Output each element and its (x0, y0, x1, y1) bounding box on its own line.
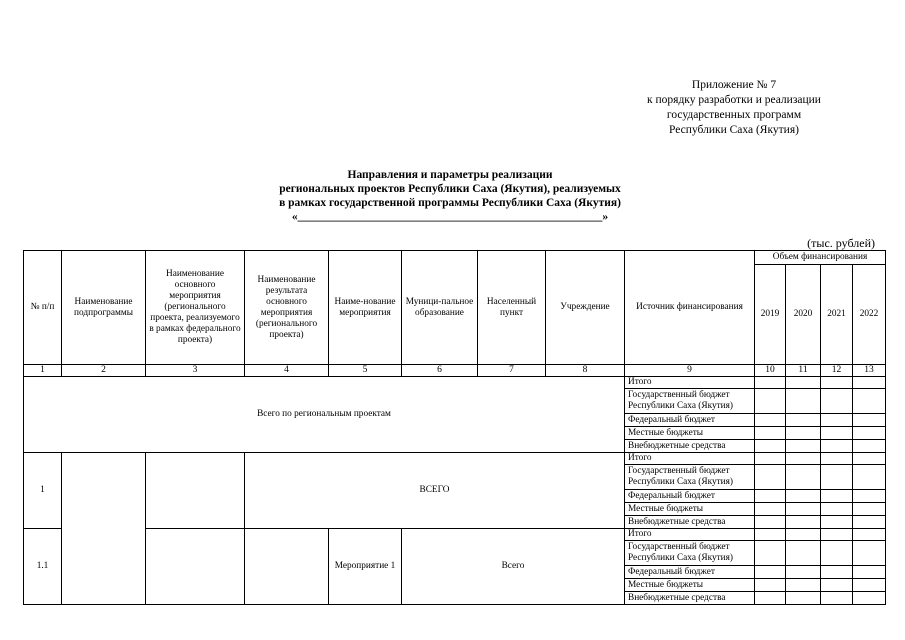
appendix-header (600, 78, 868, 138)
amount-cell (821, 566, 853, 579)
source-total: Итого (625, 377, 755, 389)
column-number: 8 (546, 365, 625, 377)
amount-cell (755, 566, 786, 579)
source-local-budgets: Местные бюджеты (625, 503, 755, 516)
amount-cell (786, 579, 821, 592)
header-settlement: Населенный пункт (478, 251, 546, 365)
amount-cell (755, 453, 786, 465)
units-label: (тыс. рублей) (807, 236, 875, 250)
header-year: 2020 (786, 265, 821, 365)
amount-cell (821, 414, 853, 427)
amount-cell (853, 453, 886, 465)
amount-cell (786, 440, 821, 453)
header-result: Наименование результата основного мероприятия (регионального проекта) (245, 251, 329, 365)
amount-cell (786, 566, 821, 579)
amount-cell (853, 465, 886, 490)
source-extrabudgetary: Внебюджетные средства (625, 516, 755, 529)
amount-cell (821, 503, 853, 516)
amount-cell (821, 529, 853, 541)
amount-cell (853, 566, 886, 579)
source-state-budget: Государственный бюджет Республики Саха (Якутия) (625, 465, 755, 490)
program-name-blank: «_____________________________________________________» (291, 211, 609, 223)
amount-cell (853, 579, 886, 592)
source-extrabudgetary: Внебюджетные средства (625, 440, 755, 453)
source-local-budgets: Местные бюджеты (625, 427, 755, 440)
amount-cell (755, 490, 786, 503)
amount-cell (853, 377, 886, 389)
column-number: 1 (24, 365, 62, 377)
amount-cell (853, 503, 886, 516)
source-total: Итого (625, 453, 755, 465)
amount-cell (786, 516, 821, 529)
block-total-label: ВСЕГО (245, 453, 625, 529)
amount-cell (755, 592, 786, 605)
amount-cell (786, 541, 821, 566)
result-cell (245, 529, 329, 605)
amount-cell (821, 541, 853, 566)
amount-cell (786, 389, 821, 414)
amount-cell (821, 377, 853, 389)
header-institution: Учреждение (546, 251, 625, 365)
financing-table (23, 250, 886, 605)
event-name-cell: Мероприятие 1 (329, 529, 402, 605)
row-number: 1 (24, 453, 62, 529)
column-number: 9 (625, 365, 755, 377)
amount-cell (755, 516, 786, 529)
main-event-cell (146, 453, 245, 529)
amount-cell (786, 377, 821, 389)
source-federal-budget: Федеральный бюджет (625, 566, 755, 579)
event-total-label: Всего (402, 529, 625, 605)
amount-cell (853, 541, 886, 566)
amount-cell (755, 414, 786, 427)
amount-cell (853, 529, 886, 541)
amount-cell (786, 529, 821, 541)
appendix-number: Приложение № 7 (691, 79, 777, 91)
amount-cell (786, 427, 821, 440)
header-municipality: Муници-пальное образование (402, 251, 478, 365)
amount-cell (755, 529, 786, 541)
source-total: Итого (625, 529, 755, 541)
amount-cell (786, 592, 821, 605)
column-number: 10 (755, 365, 786, 377)
main-event-cell (146, 529, 245, 605)
amount-cell (821, 453, 853, 465)
header-event: Наиме-нование мероприятия (329, 251, 402, 365)
amount-cell (755, 465, 786, 490)
title-line: Направления и параметры реализации (347, 169, 553, 181)
header-year: 2021 (821, 265, 853, 365)
amount-cell (755, 503, 786, 516)
header-num: № п/п (24, 251, 62, 365)
title-line: в рамках государственной программы Республики Саха (Якутия) (279, 197, 621, 209)
amount-cell (821, 427, 853, 440)
appendix-line: государственных программ (666, 109, 802, 121)
amount-cell (853, 592, 886, 605)
amount-cell (821, 592, 853, 605)
amount-cell (853, 414, 886, 427)
column-number: 11 (786, 365, 821, 377)
appendix-line: к порядку разработки и реализации (647, 94, 821, 106)
title-line: региональных проектов Республики Саха (Якутия), реализуемых (279, 183, 621, 195)
column-number: 4 (245, 365, 329, 377)
column-number: 12 (821, 365, 853, 377)
source-extrabudgetary: Внебюджетные средства (625, 592, 755, 605)
row-number: 1.1 (24, 529, 62, 605)
document-title (200, 168, 700, 224)
amount-cell (786, 503, 821, 516)
amount-cell (853, 440, 886, 453)
amount-cell (821, 516, 853, 529)
amount-cell (853, 516, 886, 529)
amount-cell (853, 427, 886, 440)
column-number: 5 (329, 365, 402, 377)
amount-cell (853, 490, 886, 503)
amount-cell (786, 414, 821, 427)
amount-cell (755, 427, 786, 440)
amount-cell (786, 490, 821, 503)
header-main-event: Наименование основного мероприятия (регионального проекта, реализуемого в рамках федерального проекта) (146, 251, 245, 365)
source-state-budget: Государственный бюджет Республики Саха (Якутия) (625, 541, 755, 566)
source-state-budget: Государственный бюджет Республики Саха (Якутия) (625, 389, 755, 414)
column-number: 3 (146, 365, 245, 377)
amount-cell (821, 579, 853, 592)
total-regional-projects-label: Всего по региональным проектам (24, 377, 625, 453)
source-federal-budget: Федеральный бюджет (625, 414, 755, 427)
header-subprogram: Наименование подпрограммы (62, 251, 146, 365)
header-year: 2019 (755, 265, 786, 365)
amount-cell (755, 377, 786, 389)
amount-cell (755, 541, 786, 566)
amount-cell (755, 579, 786, 592)
subprogram-cell (62, 453, 146, 605)
column-number: 7 (478, 365, 546, 377)
amount-cell (853, 389, 886, 414)
amount-cell (786, 465, 821, 490)
column-number: 13 (853, 365, 886, 377)
header-financing: Объем финансирования (755, 251, 886, 265)
appendix-line: Республики Саха (Якутия) (669, 124, 799, 136)
amount-cell (821, 465, 853, 490)
amount-cell (821, 440, 853, 453)
amount-cell (755, 389, 786, 414)
header-source: Источник финансирования (625, 251, 755, 365)
amount-cell (821, 490, 853, 503)
source-local-budgets: Местные бюджеты (625, 579, 755, 592)
amount-cell (821, 389, 853, 414)
source-federal-budget: Федеральный бюджет (625, 490, 755, 503)
column-number: 2 (62, 365, 146, 377)
column-number: 6 (402, 365, 478, 377)
header-year: 2022 (853, 265, 886, 365)
amount-cell (786, 453, 821, 465)
amount-cell (755, 440, 786, 453)
